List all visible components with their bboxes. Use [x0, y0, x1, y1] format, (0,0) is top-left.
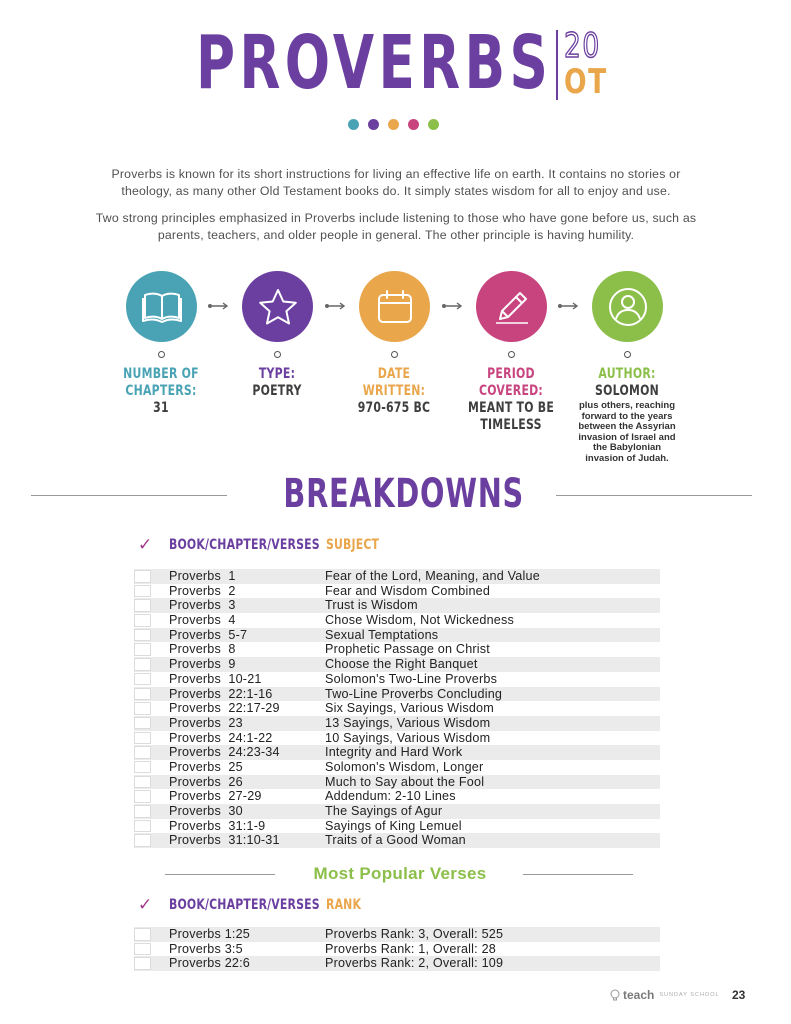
row-subject: Addendum: 2-10 Lines — [325, 789, 456, 804]
row-subject: Fear and Wisdom Combined — [325, 583, 491, 598]
table-row — [134, 819, 660, 834]
checkbox[interactable] — [134, 614, 151, 627]
intro-line: parents, teachers, and older people in general. The other principle is having humility. — [157, 228, 635, 242]
lightbulb-icon — [610, 989, 620, 1002]
table-row — [134, 956, 660, 971]
row-reference: Proverbs 3:5 — [169, 941, 243, 956]
row-reference: Proverbs 31:10-31 — [169, 833, 280, 848]
row-subject: Chose Wisdom, Not Wickedness — [325, 613, 514, 628]
checkbox[interactable] — [134, 658, 151, 671]
arrow-icon — [324, 300, 348, 312]
checkbox[interactable] — [134, 820, 151, 833]
accent-dot — [388, 119, 399, 130]
arrow-icon — [557, 300, 581, 312]
row-reference: Proverbs 24:1-22 — [169, 730, 273, 745]
row-subject: Sayings of King Lemuel — [325, 818, 462, 833]
author-note-line: between the Assyrian — [578, 421, 676, 432]
column-header-reference: BOOK/CHAPTER/VERSES — [169, 897, 320, 913]
footer-logo — [610, 988, 720, 1002]
fact-label: TYPE: — [258, 366, 296, 382]
checkbox[interactable] — [134, 732, 151, 745]
table-row — [134, 833, 660, 848]
edition-year: 20 — [564, 26, 601, 66]
row-reference: Proverbs 9 — [169, 657, 236, 672]
checkbox[interactable] — [134, 702, 151, 715]
arrow-icon — [207, 300, 231, 312]
row-subject: 13 Sayings, Various Wisdom — [325, 715, 491, 730]
checkbox[interactable] — [134, 834, 151, 847]
table-row — [134, 628, 660, 643]
row-subject: Six Sayings, Various Wisdom — [325, 701, 494, 716]
row-subject: Solomon's Two-Line Proverbs — [325, 671, 498, 686]
divider-line — [556, 495, 752, 496]
checkmark-icon: ✓ — [138, 535, 153, 554]
fact-label: PERIOD COVERED: — [478, 366, 544, 399]
checkbox[interactable] — [134, 761, 151, 774]
accent-dots — [348, 119, 439, 130]
author-note-line: plus others, reaching — [578, 400, 676, 411]
person-icon — [592, 271, 663, 342]
accent-dot — [408, 119, 419, 130]
intro-line: Two strong principles emphasized in Proverbs include listening to those who have gone before us, such as — [95, 211, 697, 225]
fact-type — [217, 366, 337, 400]
intro-line: Proverbs is known for its short instructions for living an effective life on earth. It contains no stories or — [111, 167, 681, 181]
row-subject: 10 Sayings, Various Wisdom — [325, 730, 491, 745]
row-subject: Integrity and Hard Work — [325, 745, 463, 760]
fact-label: DATE WRITTEN: — [362, 366, 426, 399]
row-reference: Proverbs 1:25 — [169, 927, 251, 941]
author-note-line: forward to the years — [581, 410, 673, 422]
author-note-line: invasion of Israel and — [578, 431, 676, 443]
table-row — [134, 701, 660, 716]
row-reference: Proverbs 2 — [169, 583, 236, 598]
checkbox[interactable] — [134, 717, 151, 730]
row-reference: Proverbs 5-7 — [169, 627, 248, 642]
fact-value: 31 — [153, 400, 169, 416]
checkbox[interactable] — [134, 570, 151, 583]
fact-chapters — [101, 366, 221, 417]
page-title: PROVERBS — [196, 20, 553, 106]
bullet-circle — [624, 351, 631, 358]
row-subject: Traits of a Good Woman — [325, 833, 466, 848]
row-reference: Proverbs 22:17-29 — [169, 701, 280, 716]
table-row — [134, 687, 660, 702]
table-row — [134, 775, 660, 790]
author-note-line: invasion of Judah. — [585, 452, 669, 464]
row-reference: Proverbs 22:1-16 — [169, 686, 273, 701]
row-reference: Proverbs 3 — [169, 598, 236, 613]
row-reference: Proverbs 4 — [169, 613, 236, 628]
table-row — [134, 745, 660, 760]
accent-dot — [368, 119, 379, 130]
row-reference: Proverbs 22:6 — [169, 956, 251, 971]
table-row — [134, 642, 660, 657]
fact-value: MEANT TO BE — [467, 400, 555, 416]
accent-dot — [348, 119, 359, 130]
row-reference: Proverbs 25 — [169, 759, 243, 774]
checkbox[interactable] — [134, 599, 151, 612]
fact-value: 970-675 BC — [357, 400, 431, 416]
row-reference: Proverbs 30 — [169, 804, 243, 818]
row-subject: The Sayings of Agur — [325, 804, 443, 818]
row-reference: Proverbs 26 — [169, 774, 243, 789]
footer-brand: teach — [623, 988, 655, 1002]
row-subject: Sexual Temptations — [325, 627, 439, 642]
checkbox[interactable] — [134, 585, 151, 598]
table-row — [134, 760, 660, 775]
checkbox[interactable] — [134, 688, 151, 701]
fact-period-covered — [451, 366, 571, 434]
table-row — [134, 927, 660, 942]
checkbox[interactable] — [134, 776, 151, 789]
fact-label: AUTHOR: — [598, 366, 656, 382]
author-note-line: the Babylonian — [592, 442, 662, 453]
table-row — [134, 569, 660, 584]
table-row — [134, 789, 660, 804]
row-rank: Proverbs Rank: 2, Overall: 109 — [325, 956, 504, 971]
page-number: 23 — [732, 988, 746, 1002]
table-row — [134, 584, 660, 599]
footer-subtitle: SUNDAY SCHOOL — [659, 992, 720, 998]
row-reference: Proverbs 1 — [169, 569, 236, 583]
row-reference: Proverbs 31:1-9 — [169, 818, 266, 833]
checkbox[interactable] — [134, 805, 151, 818]
arrow-icon — [441, 300, 465, 312]
column-header-rank: RANK — [326, 897, 362, 913]
table-row — [134, 657, 660, 672]
row-subject: Choose the Right Banquet — [325, 657, 478, 672]
table-row — [134, 613, 660, 628]
table-row — [134, 731, 660, 746]
popular-verses-title: Most Popular Verses — [313, 864, 487, 883]
table-row — [134, 942, 660, 957]
checkmark-icon: ✓ — [138, 895, 153, 914]
intro-line: theology, as many other Old Testament books do. It simply states wisdom for all to enjoy and use. — [121, 184, 671, 198]
checkbox[interactable] — [134, 643, 151, 656]
row-reference: Proverbs 24:23-34 — [169, 745, 280, 760]
author-note — [567, 401, 687, 464]
breakdowns-title: BREAKDOWNS — [283, 471, 525, 517]
table-row — [134, 672, 660, 687]
breakdowns-table — [134, 569, 660, 848]
fact-value: TIMELESS — [480, 417, 542, 433]
divider-line — [165, 874, 275, 875]
popular-verses-table — [134, 927, 660, 971]
row-reference: Proverbs 27-29 — [169, 789, 262, 804]
bullet-circle — [158, 351, 165, 358]
checkbox[interactable] — [134, 790, 151, 803]
edition-testament: OT — [564, 62, 608, 102]
divider-line — [31, 495, 227, 496]
fact-value: POETRY — [252, 383, 302, 399]
fact-label: NUMBER OF — [123, 366, 199, 382]
checkbox[interactable] — [134, 928, 151, 941]
row-subject: Two-Line Proverbs Concluding — [325, 686, 503, 701]
checkbox[interactable] — [134, 943, 151, 956]
row-subject: Much to Say about the Fool — [325, 774, 485, 789]
bullet-circle — [508, 351, 515, 358]
checkbox[interactable] — [134, 746, 151, 759]
fact-date-written — [334, 366, 454, 417]
row-reference: Proverbs 23 — [169, 715, 243, 730]
book-icon — [126, 271, 197, 342]
pencil-icon — [476, 271, 547, 342]
accent-dot — [428, 119, 439, 130]
bullet-circle — [391, 351, 398, 358]
star-icon — [242, 271, 313, 342]
checkbox[interactable] — [134, 957, 151, 970]
divider-line — [523, 874, 633, 875]
table-row — [134, 598, 660, 613]
intro-paragraph-2 — [56, 210, 736, 244]
fact-author — [567, 366, 687, 464]
row-reference: Proverbs 10-21 — [169, 671, 262, 686]
row-reference: Proverbs 8 — [169, 642, 236, 657]
table-row — [134, 716, 660, 731]
column-header-subject: SUBJECT — [326, 537, 380, 553]
intro-paragraph-1 — [56, 166, 736, 200]
row-subject: Fear of the Lord, Meaning, and Value — [325, 569, 540, 583]
fact-label: CHAPTERS: — [125, 383, 197, 399]
bullet-circle — [274, 351, 281, 358]
column-header-reference: BOOK/CHAPTER/VERSES — [169, 537, 320, 553]
row-rank: Proverbs Rank: 3, Overall: 525 — [325, 927, 504, 941]
row-subject: Solomon's Wisdom, Longer — [325, 759, 484, 774]
fact-value: SOLOMON — [595, 383, 659, 399]
row-subject: Trust is Wisdom — [325, 598, 418, 613]
calendar-icon — [359, 271, 430, 342]
row-subject: Prophetic Passage on Christ — [325, 642, 491, 657]
checkbox[interactable] — [134, 629, 151, 642]
title-divider — [556, 30, 558, 100]
checkbox[interactable] — [134, 673, 151, 686]
row-rank: Proverbs Rank: 1, Overall: 28 — [325, 941, 496, 956]
table-row — [134, 804, 660, 819]
